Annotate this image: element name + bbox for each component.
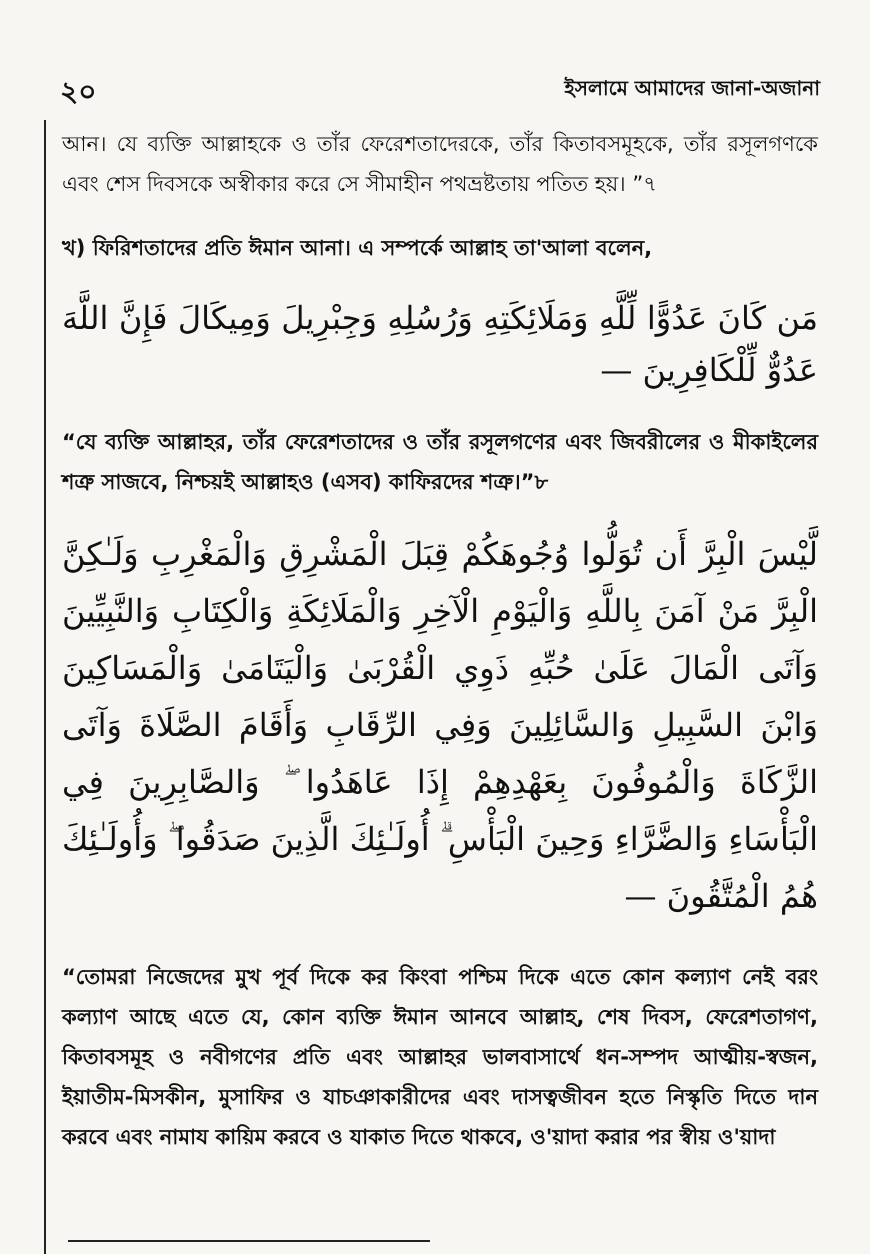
translation-verse-2: “তোমরা নিজেদের মুখ পূর্ব দিকে কর কিংবা পশ্চিম দিকে এতে কোন কল্যাণ নেই বরং কল্যাণ আছে এতে যে, কোন ব্যক্তি ঈমান আনবে আল্লাহ, শেষ দিবস, ফেরেশতাগণ, কিতাবসমূহ ও নবীগণের প্রতি এবং আল্লাহর ভালবাসার্থে ধন-সম্পদ আত্মীয়-স্বজন, ইয়াতীম-মিসকীন, মুসাফির ও যাচঞাকারীদের এবং দাসত্বজীবন হতে নিস্কৃতি দিতে দান করবে এবং নামায কায়িম করবে ও যাকাত দিতে থাকবে, ও'য়াদা করার পর স্বীয় ও'য়াদা bbox=[62, 965, 818, 1149]
translation-verse-1: “যে ব্যক্তি আল্লাহর, তাঁর ফেরেশতাদের ও তাঁর রসূলগণের এবং জিবরীলের ও মীকাইলের শত্রু সাজবে, নিশ্চয়ই আল্লাহও (এসব) কাফিরদের শত্রু।”৮ bbox=[62, 430, 818, 494]
footnote-divider bbox=[68, 1240, 430, 1242]
page-margin-line bbox=[44, 120, 46, 1254]
page-body bbox=[62, 124, 818, 1157]
page-number: ২০ bbox=[60, 75, 97, 108]
arabic-verse-2: لَّيْسَ الْبِرَّ أَن تُوَلُّوا وُجُوهَكُمْ قِبَلَ الْمَشْرِقِ وَالْمَغْرِبِ وَلَـٰكِنَّ الْبِرَّ مَنْ آمَنَ بِاللَّهِ وَالْيَوْمِ الْآخِرِ وَالْمَلَائِكَةِ وَالْكِتَابِ وَالنَّبِيِّينَ وَآتَى الْمَالَ عَلَىٰ حُبِّهِ ذَوِي الْقُرْبَىٰ وَالْيَتَامَىٰ وَالْمَسَاكِينَ وَابْنَ السَّبِيلِ وَالسَّائِلِينَ وَفِي الرِّقَابِ وَأَقَامَ الصَّلَاةَ وَآتَى الزَّكَاةَ وَالْمُوفُونَ بِعَهْدِهِمْ إِذَا عَاهَدُوا ۖ وَالصَّابِرِينَ فِي الْبَأْسَاءِ وَالضَّرَّاءِ وَحِينَ الْبَأْسِ ۗ أُولَـٰئِكَ الَّذِينَ صَدَقُوا ۖ وَأُولَـٰئِكَ هُمُ الْمُتَّقُونَ — bbox=[62, 535, 819, 915]
page-header bbox=[60, 70, 820, 110]
section-heading-kha: খ) ফিরিশতাদের প্রতি ঈমান আনা। এ সম্পর্কে আল্লাহ তা'আলা বলেন, bbox=[62, 236, 653, 260]
paragraph-continuation: আন। যে ব্যক্তি আল্লাহকে ও তাঁর ফেরেশতাদেরকে, তাঁর কিতাবসমূহকে, তাঁর রসূলগণকে এবং শেস দিবসকে অস্বীকার করে সে সীমাহীন পথভ্রষ্টতায় পতিত হয়। ”৭ bbox=[62, 132, 818, 196]
running-title: ইসলামে আমাদের জানা-অজানা bbox=[564, 76, 820, 100]
arabic-verse-1: مَن كَانَ عَدُوًّا لِّلَّهِ وَمَلَائِكَتِهِ وَرُسُلِهِ وَجِبْرِيلَ وَمِيكَالَ فَإِنَّ اللَّهَ عَدُوٌّ لِّلْكَافِرِينَ — bbox=[62, 299, 818, 389]
